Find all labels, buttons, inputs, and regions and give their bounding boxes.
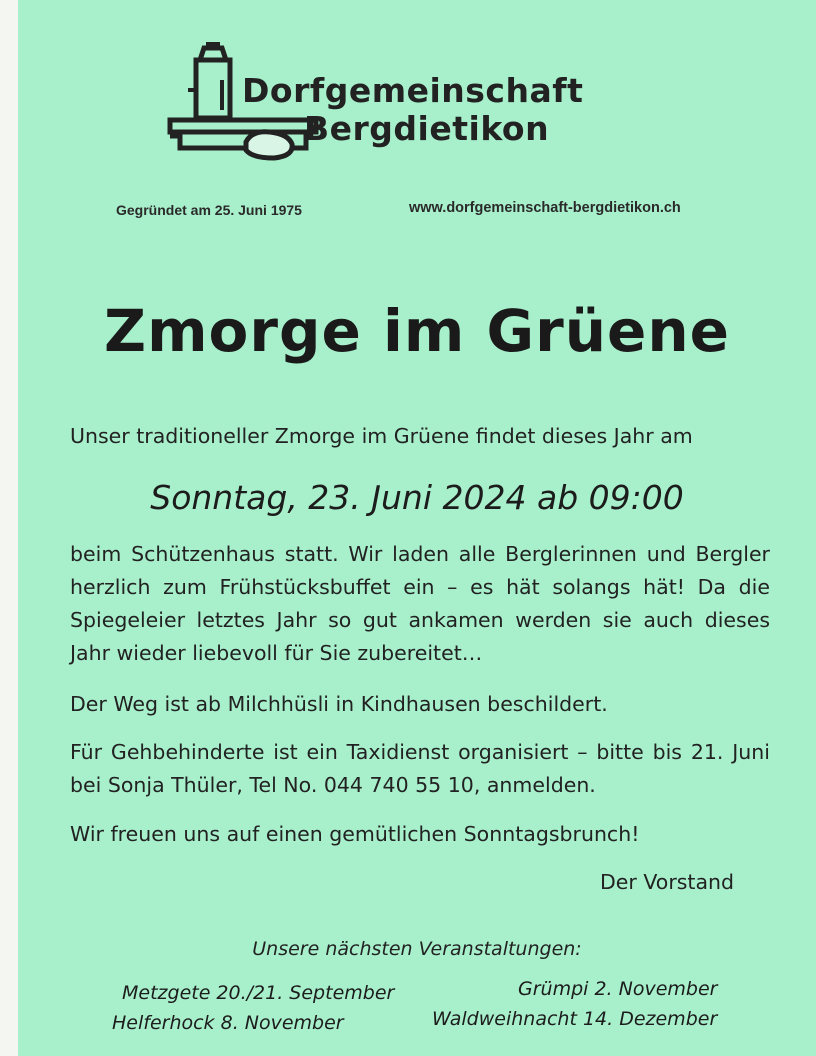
event-item: Metzgete 20./21. September	[122, 982, 395, 1004]
intro-text: Unser traditioneller Zmorge im Grüene findet dieses Jahr am	[70, 424, 693, 448]
event-item: Grümpi 2. November	[518, 978, 718, 1000]
flyer-sheet	[18, 0, 816, 1056]
organization-name-line1: Dorfgemeinschaft	[242, 71, 584, 110]
event-item: Waldweihnacht 14. Dezember	[432, 1008, 718, 1030]
closing-paragraph: Wir freuen uns auf einen gemütlichen Sonntagsbrunch!	[70, 822, 640, 846]
taxi-service-paragraph: Für Gehbehinderte ist ein Taxidienst organisiert – bitte bis 21. Juni bei Sonja Thüler, Tel No. 044 740 55 10, anmelden.	[70, 740, 770, 797]
description-paragraph: beim Schützenhaus statt. Wir laden alle Berglerinnen und Bergler herzlich zum Frühstücksbuffet ein – es hät solangs hät! Da die Spiegeleier letztes Jahr so gut ankamen werden sie auch dieses Jahr wieder liebevoll für Sie zubereitet…	[70, 542, 770, 665]
organization-name-line2: Bergdietikon	[304, 109, 550, 148]
directions-paragraph: Der Weg ist ab Milchhüsli in Kindhausen beschildert.	[70, 692, 608, 716]
website-url: www.dorfgemeinschaft-bergdietikon.ch	[409, 200, 681, 216]
organization-name	[242, 72, 583, 148]
signature: Der Vorstand	[600, 870, 735, 894]
event-title: Zmorge im Grüene	[104, 297, 730, 365]
upcoming-events-heading: Unsere nächsten Veranstaltungen:	[252, 938, 582, 960]
event-date: Sonntag, 23. Juni 2024 ab 09:00	[150, 478, 684, 517]
event-item: Helferhock 8. November	[112, 1012, 344, 1034]
founding-date: Gegründet am 25. Juni 1975	[116, 202, 302, 218]
